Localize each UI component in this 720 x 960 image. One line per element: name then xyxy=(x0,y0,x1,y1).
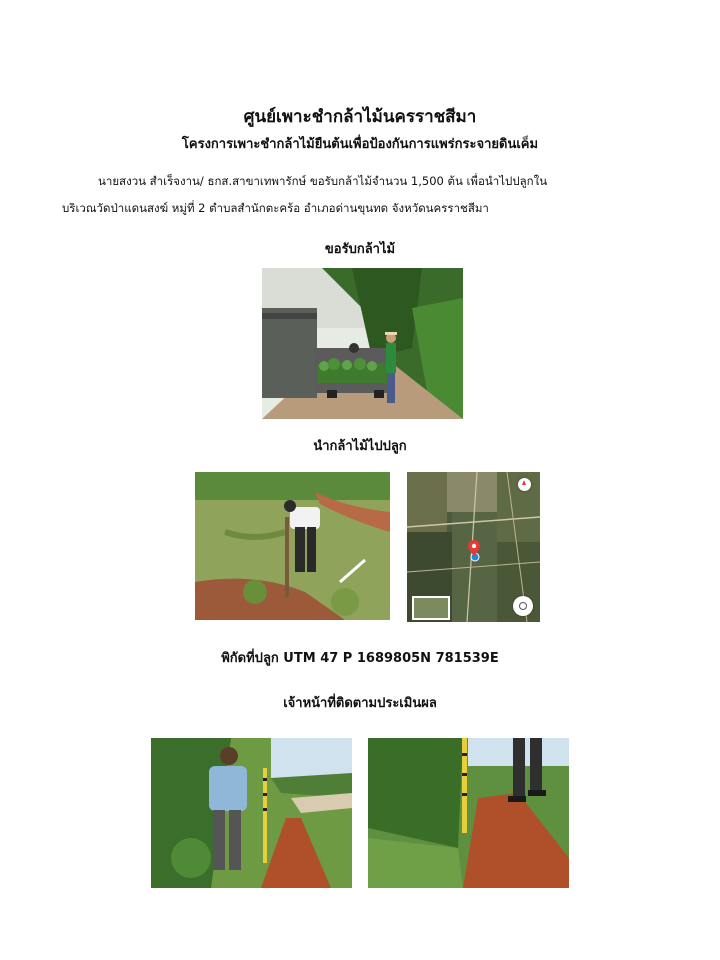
section-heading-plant: นำกล้าไม้ไปปลูก xyxy=(313,439,407,454)
page-title: ศูนย์เพาะชำกล้าไม้นครราชสีมา xyxy=(243,107,477,127)
map-location xyxy=(407,472,540,622)
photo-receive-seedlings xyxy=(262,268,463,419)
compass-icon[interactable] xyxy=(518,478,531,491)
description-paragraph xyxy=(62,168,662,222)
section-heading-receive: ขอรับกล้าไม้ xyxy=(324,242,396,257)
description-line-1: นายสงวน สำเร็จงาน/ ธกส.สาขาเทพารักษ์ ขอรับกล้าไม้จำนวน 1,500 ต้น เพื่อนำไปปลูกใน xyxy=(98,174,548,188)
photo-ditch-measuring xyxy=(368,738,569,888)
photo-planting xyxy=(195,472,390,620)
description-line-2: บริเวณวัดป่าแดนสงฆ์ หมู่ที่ 2 ตำบลสำนักตะคร้อ อำเภอด่านขุนทด จังหวัดนครราชสีมา xyxy=(62,201,489,215)
photo-officer-measuring xyxy=(151,738,352,888)
section-heading-officer: เจ้าหน้าที่ติดตามประเมินผล xyxy=(283,696,437,711)
map-pin-icon xyxy=(468,540,480,556)
project-subtitle: โครงการเพาะชำกล้าไม้ยืนต้นเพื่อป้องกันการแพร่กระจายดินเค็ม xyxy=(181,137,539,152)
map-thumbnail[interactable] xyxy=(412,596,450,620)
planting-coordinates: พิกัดที่ปลูก UTM 47 P 1689805N 781539E xyxy=(221,651,499,666)
locate-icon[interactable] xyxy=(513,596,533,616)
